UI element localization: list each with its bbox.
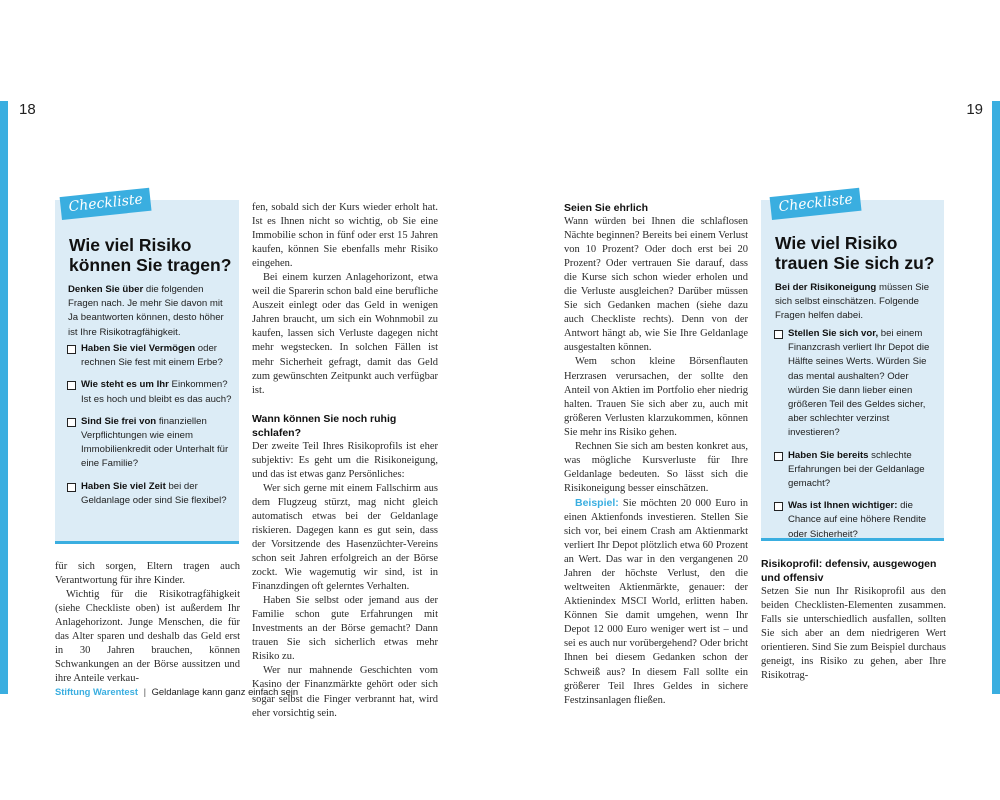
checklist-title: Wie viel Risiko können Sie tragen? — [69, 235, 232, 275]
checklist-item[interactable] — [67, 378, 235, 406]
checklist-items — [774, 327, 940, 550]
paragraph: für sich sorgen, Eltern tragen auch Verantwortung für ihre Kinder. — [55, 561, 240, 587]
paragraph — [564, 496, 748, 708]
footer — [55, 686, 298, 697]
paragraph: fen, sobald sich der Kurs wieder erholt hat. Ist es Ihnen nicht so wichtig, ob Sie eine Immobilie schon in fünf oder erst 15 Jahren kaufen, können Sie ebenfalls mehr Risiko eingehen. — [252, 202, 438, 270]
right-column-1 — [564, 201, 748, 708]
paragraph: Wem schon kleine Börsenflauten Herzrasen verursachen, der sollte den Anteil von Aktien im Portfolio eher niedrig halten. Trauen Sie sich aber zu, auch mit größeren Verlusten klarzukommen, können Sie mehr ins Risiko gehen. — [564, 356, 748, 438]
checkbox-icon[interactable] — [67, 483, 76, 492]
checklist-intro — [775, 281, 939, 324]
section-heading: Risikoprofil: defensiv, ausgewogen und offensiv — [761, 558, 937, 584]
checklist-item[interactable] — [67, 480, 235, 508]
checkbox-icon[interactable] — [67, 418, 76, 427]
section-heading: Seien Sie ehrlich — [564, 202, 649, 214]
checklist-items — [67, 342, 235, 516]
item-lead: Was ist Ihnen wichtiger: — [788, 500, 898, 512]
example-text: Sie möchten 20 000 Euro in einen Aktienfonds investieren. Stellen Sie sich vor, bei einem Crash am Aktienmarkt verliert Ihr Depot plötzlich etwa 60 Prozent an Wert. Das war in den vergangenen 20 Jahren der höchste Verlust, den die weltweiten Aktienmärkte, genauer: der Aktienindex MSCI World, erlitten haben. Können Sie damit umgehen, wenn Ihr Depot 12 000 Euro weniger wert ist – und sei es auch nur vorübergehend? Oder bricht Ihnen bei diesem Gedanken schon der Schweiß aus? In diesem Fall sollte ein größerer Teil Ihres Geldes in sichere Festzinsanlagen fließen. — [564, 497, 748, 706]
item-lead: Stellen Sie sich vor, — [788, 328, 879, 339]
paragraph: Der zweite Teil Ihres Risikoprofils ist eher subjektiv: Es geht um die Risikoneigung, und das ist etwas ganz Persönliches: — [252, 440, 438, 480]
checkbox-icon[interactable] — [774, 330, 783, 339]
item-text: bei einem Finanzcrash verliert Ihr Depot die Hälfte seines Werts. Würden Sie das mental aushalten? Oder würden Sie dann lieber einen größeren Teil des Geldes sicher, aber schlechter verzinst investieren? — [788, 328, 930, 439]
checkbox-icon[interactable] — [67, 345, 76, 354]
paragraph: Wann würden bei Ihnen die schlaflosen Nächte beginnen? Bereits bei einem Verlust von 10 Prozent? Oder doch erst bei 20 Prozent? Oder vertrauen Sie darauf, dass die Kurse sich schon wieder erholen und die Verluste ausgleichen? Darüber müssen Sie sich Gedanken machen (siehe dazu auch Checkliste rechts). Denn von der Antwort hängt ab, wie Sie Ihre Geldanlage ausgestalten können. — [564, 216, 748, 354]
checklist-title: Wie viel Risiko trauen Sie sich zu? — [775, 233, 935, 273]
checklist-intro — [68, 283, 234, 340]
item-text: bei der Geldanlage oder sind Sie flexibel? — [81, 480, 227, 506]
right-column-2 — [761, 557, 946, 683]
paragraph: Wer sich gerne mit einem Fallschirm aus dem Flugzeug stürzt, mag nicht gleich automatisch etwas bei der Geldanlage riskieren. Dagegen kann es gut sein, dass der Vorsitzende des Hasenzüchter-Vereins schon seit Jahren erfolgreich an der Börse zockt. Wie wagemutig wir sind, ist in Finanzdingen oft gelerntes Verhalten. — [252, 482, 438, 593]
paragraph: Bei einem kurzen Anlagehorizont, etwa weil die Sparerin schon bald eine berufliche Auszeit einlegt oder das Geld in wenigen Jahren braucht, um sich ein Wohnmobil zu kaufen, lassen sich Verluste dagegen nicht mehr wegstecken. In solchen Fällen ist mehr Sicherheit gefragt, damit das Geld zum gewünschten Zeitpunkt auch verfügbar ist. — [252, 272, 438, 396]
checklist-tag: Checkliste — [770, 188, 862, 220]
paragraph: Wer nur mahnende Geschichten vom Kasino der Finanzmärkte gehört oder sich sogar selbst die Finger verbrannt hat, wird eher vorsichtig sein. — [252, 665, 438, 719]
left-edge-bar — [0, 101, 8, 694]
checklist-item[interactable] — [774, 449, 940, 492]
page-number-right: 19 — [966, 101, 983, 118]
item-text: oder rechnen Sie fest mit einem Erbe? — [81, 343, 223, 369]
footer-brand: Stiftung Warentest — [55, 686, 138, 697]
item-lead: Haben Sie bereits — [788, 449, 869, 461]
item-text: finanziellen Verpflichtungen wie einem Immobilienkredit oder Unterhalt für eine Familie? — [81, 415, 229, 470]
checkbox-icon[interactable] — [67, 381, 76, 390]
checkbox-icon[interactable] — [774, 452, 783, 461]
item-text: die Chance auf eine höhere Rendite oder Sicherheit? — [788, 500, 927, 540]
checklist-tag: Checkliste — [60, 188, 152, 220]
checkbox-icon[interactable] — [774, 502, 783, 511]
footer-separator: | — [143, 686, 147, 697]
paragraph: Rechnen Sie sich am besten konkret aus, was mögliche Kursverluste für Ihre Geldanlage bedeuten. So lässt sich die Risikoneigung besser einschätzen. — [564, 440, 748, 494]
intro-text: die folgenden Fragen nach. Je mehr Sie davon mit Ja beantworten können, desto höher ist Ihre Risikotragfähigkeit. — [68, 284, 224, 338]
paragraph: Wichtig für die Risikotragfähigkeit (siehe Checkliste oben) ist außerdem Ihr Anlagehorizont. Junge Menschen, die für das Alter sparen und deshalb das Geld erst in 30 Jahren brauchen, können Schwankungen an der Börse aussitzen und ihre Anteile verkau- — [55, 589, 240, 685]
paragraph: Haben Sie selbst oder jemand aus der Familie schon gute Erfahrungen mit Investments an der Börse gemacht? Dann trauen Sie sich sicherlich etwas mehr Risiko zu. — [252, 595, 438, 663]
checklist-panel-right — [761, 191, 944, 541]
item-lead: Wie steht es um Ihr — [81, 379, 169, 391]
paragraph: Setzen Sie nun Ihr Risikoprofil aus den beiden Checklisten-Elementen zusammen. Falls sie unterschiedlich ausfallen, sollten Sie sich aber an dem niedrigeren Wert orientieren. Sind Sie zum Beispiel durchaus geneigt, ins Risiko zu gehen, aber Ihre Risikotrag- — [761, 586, 946, 682]
checklist-item[interactable] — [774, 499, 940, 542]
section-heading: Wann können Sie noch ruhig schlafen? — [252, 412, 397, 439]
checklist-item[interactable] — [774, 327, 940, 441]
item-lead: Haben Sie viel Zeit — [81, 480, 166, 492]
item-text: Einkommen? Ist es hoch und bleibt es das auch? — [81, 379, 232, 405]
checklist-item[interactable] — [67, 415, 235, 472]
left-column-2 — [252, 201, 438, 721]
right-edge-bar — [992, 101, 1000, 694]
intro-text: müssen Sie sich selbst einschätzen. Folgende Fragen helfen dabei. — [775, 282, 930, 322]
example-label: Beispiel: — [575, 496, 619, 509]
left-column-1 — [55, 560, 240, 686]
footer-subtitle: Geldanlage kann ganz einfach sein — [151, 686, 299, 697]
intro-lead: Denken Sie über — [68, 284, 144, 295]
item-lead: Sind Sie frei von — [81, 415, 157, 427]
intro-lead: Bei der Risikoneigung — [775, 282, 877, 293]
item-lead: Haben Sie viel Vermögen — [81, 343, 196, 354]
checklist-item[interactable] — [67, 342, 235, 370]
checklist-panel-left — [55, 191, 239, 544]
item-text: schlechte Erfahrungen bei der Geldanlage gemacht? — [788, 449, 925, 490]
page-number-left: 18 — [19, 101, 36, 118]
